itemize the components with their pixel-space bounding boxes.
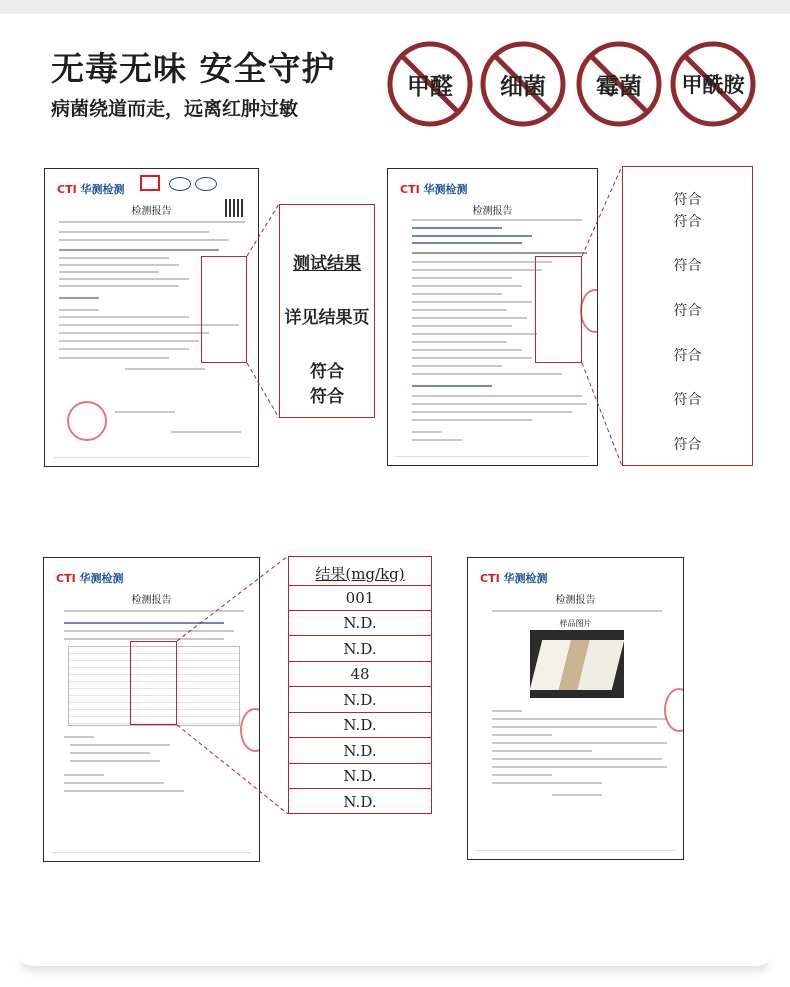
- zoom-pass: 符合: [673, 214, 702, 230]
- lab-logo: CTI 华测检测: [480, 572, 548, 585]
- result-cell: 001: [345, 589, 375, 607]
- report-title: 检测报告: [555, 595, 596, 606]
- no-formamide-badge: [670, 41, 756, 127]
- lab-logo: CTI 华测检测: [400, 183, 468, 196]
- zoom-pass-2: 符合: [310, 387, 344, 407]
- headline: 无毒无味 安全守护: [51, 49, 336, 88]
- zoom-callout-pass-list: [622, 166, 753, 466]
- no-mold-badge: [576, 41, 662, 127]
- qr-code-icon: [225, 199, 243, 217]
- zoom-pass-1: 符合: [310, 362, 344, 382]
- result-cell: N.D.: [343, 793, 377, 811]
- card-bottom-shadow: [16, 948, 774, 966]
- zoom-pass: 符合: [673, 392, 702, 408]
- highlight-box: [130, 641, 177, 725]
- result-cell: N.D.: [343, 716, 377, 734]
- cma-logo-icon: [140, 175, 160, 191]
- official-seal-icon: [240, 708, 260, 752]
- badge-label: 甲醛: [407, 73, 453, 100]
- badge-label: 霉菌: [596, 73, 642, 100]
- zoom-pass: 符合: [673, 437, 702, 453]
- official-seal-icon: [67, 401, 107, 441]
- official-seal-icon: [580, 289, 598, 333]
- highlight-box: [535, 256, 582, 363]
- result-cell: N.D.: [343, 614, 377, 632]
- no-formaldehyde-badge: [387, 41, 473, 127]
- ilac-logo-icon: [169, 177, 191, 191]
- result-cell: N.D.: [343, 640, 377, 658]
- zoom-pass: 符合: [673, 303, 702, 319]
- official-seal-icon: [664, 688, 684, 732]
- report-title: 检测报告: [131, 206, 172, 217]
- cnas-logo-icon: [195, 177, 217, 191]
- report-title: 检测报告: [131, 595, 172, 606]
- sample-photo-label: 样品图片: [559, 619, 592, 628]
- highlight-box: [201, 256, 247, 363]
- report-title: 检测报告: [472, 206, 513, 217]
- badge-label: 甲酰胺: [681, 73, 745, 97]
- subline: 病菌绕道而走，远离红肿过敏: [51, 98, 299, 120]
- zoom-pass: 符合: [673, 258, 702, 274]
- badge-label: 细菌: [500, 73, 546, 100]
- result-cell: N.D.: [343, 767, 377, 785]
- no-bacteria-badge: [480, 41, 566, 127]
- sample-photo: [530, 630, 624, 698]
- test-report-page-4: [467, 557, 684, 860]
- zoom-callout-results: [279, 204, 375, 418]
- zoom-heading: 测试结果: [293, 254, 361, 274]
- results-header: 结果(mg/kg): [315, 565, 405, 583]
- zoom-pass: 符合: [673, 192, 702, 208]
- result-cell: N.D.: [343, 691, 377, 709]
- result-cell: N.D.: [343, 742, 377, 760]
- lab-logo: CTI 华测检测: [56, 572, 124, 585]
- zoom-see-results: 详见结果页: [284, 308, 370, 328]
- zoom-callout-results-table: [288, 556, 432, 814]
- zoom-pass: 符合: [673, 348, 702, 364]
- lab-logo: CTI 华测检测: [57, 183, 125, 196]
- top-strip: [0, 0, 790, 14]
- result-cell: 48: [350, 665, 370, 683]
